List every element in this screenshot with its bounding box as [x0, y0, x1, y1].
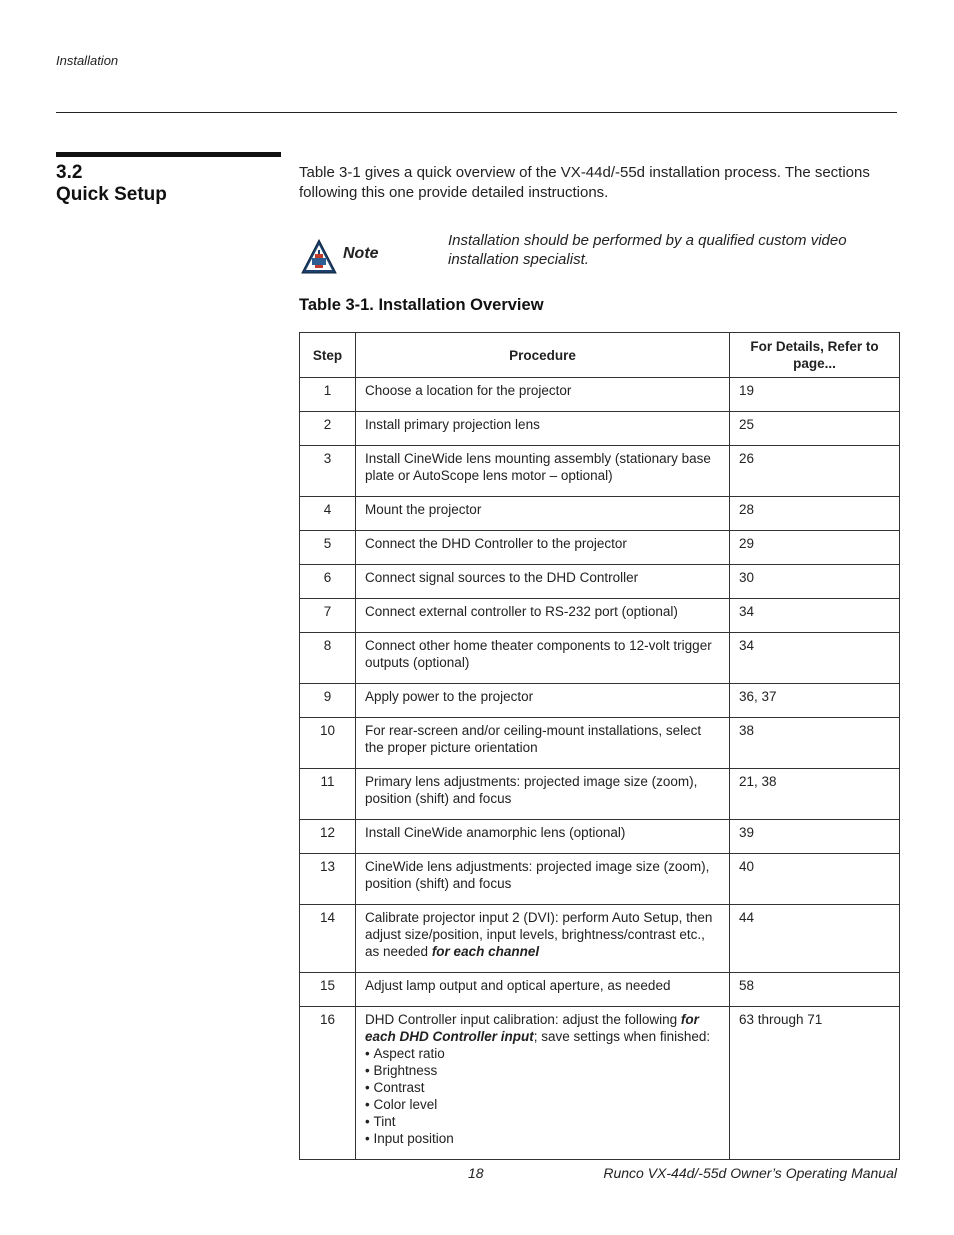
table-row — [300, 378, 900, 412]
column-header-procedure: Procedure — [356, 333, 730, 378]
table-row — [300, 718, 900, 769]
step-cell: 3 — [300, 446, 356, 497]
page-cell: 34 — [730, 599, 900, 633]
caution-triangle-icon — [301, 239, 337, 280]
page-cell: 39 — [730, 820, 900, 854]
page-cell: 30 — [730, 565, 900, 599]
procedure-cell: Primary lens adjustments: projected image size (zoom), position (shift) and focus — [356, 769, 730, 820]
header-divider — [56, 112, 897, 113]
step-cell: 8 — [300, 633, 356, 684]
note-label: Note — [343, 245, 379, 262]
table-row — [300, 1007, 900, 1160]
section-bar — [56, 152, 281, 157]
step-cell: 4 — [300, 497, 356, 531]
procedure-cell: Connect the DHD Controller to the projector — [356, 531, 730, 565]
procedure-cell: CineWide lens adjustments: projected image size (zoom), position (shift) and focus — [356, 854, 730, 905]
step-cell: 14 — [300, 905, 356, 973]
footer-page-number: 18 — [468, 1165, 484, 1181]
step-cell: 1 — [300, 378, 356, 412]
page-cell: 36, 37 — [730, 684, 900, 718]
bullet-item: • Contrast — [365, 1079, 721, 1096]
step-cell: 11 — [300, 769, 356, 820]
table-row — [300, 973, 900, 1007]
step-cell: 9 — [300, 684, 356, 718]
installation-overview-table — [299, 332, 900, 1160]
page-cell: 26 — [730, 446, 900, 497]
procedure-text: Calibrate projector input 2 (DVI): perform Auto Setup, then adjust size/position, input levels, brightness/contrast etc., as needed — [365, 910, 713, 959]
intro-paragraph: Table 3-1 gives a quick overview of the VX-44d/-55d installation process. The sections following this one provide detailed instructions. — [299, 164, 870, 201]
page-cell: 19 — [730, 378, 900, 412]
column-header-details: For Details, Refer to page... — [730, 333, 900, 378]
procedure-cell: Connect external controller to RS-232 port (optional) — [356, 599, 730, 633]
note-text: Installation should be performed by a qualified custom video installation specialist. — [448, 232, 847, 268]
table-row — [300, 599, 900, 633]
page-cell: 58 — [730, 973, 900, 1007]
table-row — [300, 684, 900, 718]
procedure-cell — [356, 1007, 730, 1160]
step-cell: 12 — [300, 820, 356, 854]
table-row — [300, 905, 900, 973]
bullet-item: • Aspect ratio — [365, 1045, 721, 1062]
procedure-emphasis: for each channel — [431, 944, 540, 959]
table-caption: Table 3-1. Installation Overview — [299, 296, 544, 314]
procedure-cell: Mount the projector — [356, 497, 730, 531]
bullet-item: • Brightness — [365, 1062, 721, 1079]
table-row — [300, 497, 900, 531]
procedure-cell: For rear-screen and/or ceiling-mount installations, select the proper picture orientation — [356, 718, 730, 769]
table-row — [300, 531, 900, 565]
page-cell: 21, 38 — [730, 769, 900, 820]
table-row — [300, 854, 900, 905]
section-number: 3.2 — [56, 162, 83, 183]
table-header-row — [300, 333, 900, 378]
step-cell: 13 — [300, 854, 356, 905]
procedure-cell: Connect other home theater components to 12-volt trigger outputs (optional) — [356, 633, 730, 684]
table-row — [300, 769, 900, 820]
procedure-cell — [356, 905, 730, 973]
procedure-tail: ; save settings when finished: — [533, 1029, 711, 1044]
procedure-cell: Apply power to the projector — [356, 684, 730, 718]
bullet-item: • Input position — [365, 1130, 721, 1147]
page-cell: 34 — [730, 633, 900, 684]
step-cell: 15 — [300, 973, 356, 1007]
page-cell: 63 through 71 — [730, 1007, 900, 1160]
section-title: Quick Setup — [56, 184, 167, 205]
step-cell: 16 — [300, 1007, 356, 1160]
table-row — [300, 446, 900, 497]
procedure-cell: Install CineWide lens mounting assembly (stationary base plate or AutoScope lens motor – optional) — [356, 446, 730, 497]
bullet-item: • Tint — [365, 1113, 721, 1130]
procedure-lead: DHD Controller input calibration: adjust the following — [365, 1012, 681, 1027]
page-cell: 44 — [730, 905, 900, 973]
table-row — [300, 412, 900, 446]
page-cell: 28 — [730, 497, 900, 531]
page-cell: 25 — [730, 412, 900, 446]
step-cell: 10 — [300, 718, 356, 769]
procedure-cell: Connect signal sources to the DHD Controller — [356, 565, 730, 599]
bullet-item: • Color level — [365, 1096, 721, 1113]
calibration-bullet-list — [365, 1045, 721, 1147]
step-cell: 6 — [300, 565, 356, 599]
step-cell: 5 — [300, 531, 356, 565]
procedure-cell: Adjust lamp output and optical aperture, as needed — [356, 973, 730, 1007]
table-row — [300, 820, 900, 854]
page-cell: 29 — [730, 531, 900, 565]
step-cell: 7 — [300, 599, 356, 633]
step-cell: 2 — [300, 412, 356, 446]
column-header-step: Step — [300, 333, 356, 378]
table-row — [300, 565, 900, 599]
procedure-cell: Install primary projection lens — [356, 412, 730, 446]
procedure-cell: Install CineWide anamorphic lens (optional) — [356, 820, 730, 854]
procedure-cell: Choose a location for the projector — [356, 378, 730, 412]
procedure-emphasis: for each DHD Controller input — [365, 1012, 699, 1044]
running-header: Installation — [56, 53, 119, 68]
table-row — [300, 633, 900, 684]
footer-manual-title: Runco VX-44d/-55d Owner’s Operating Manual — [603, 1165, 897, 1181]
page-cell: 38 — [730, 718, 900, 769]
page-cell: 40 — [730, 854, 900, 905]
